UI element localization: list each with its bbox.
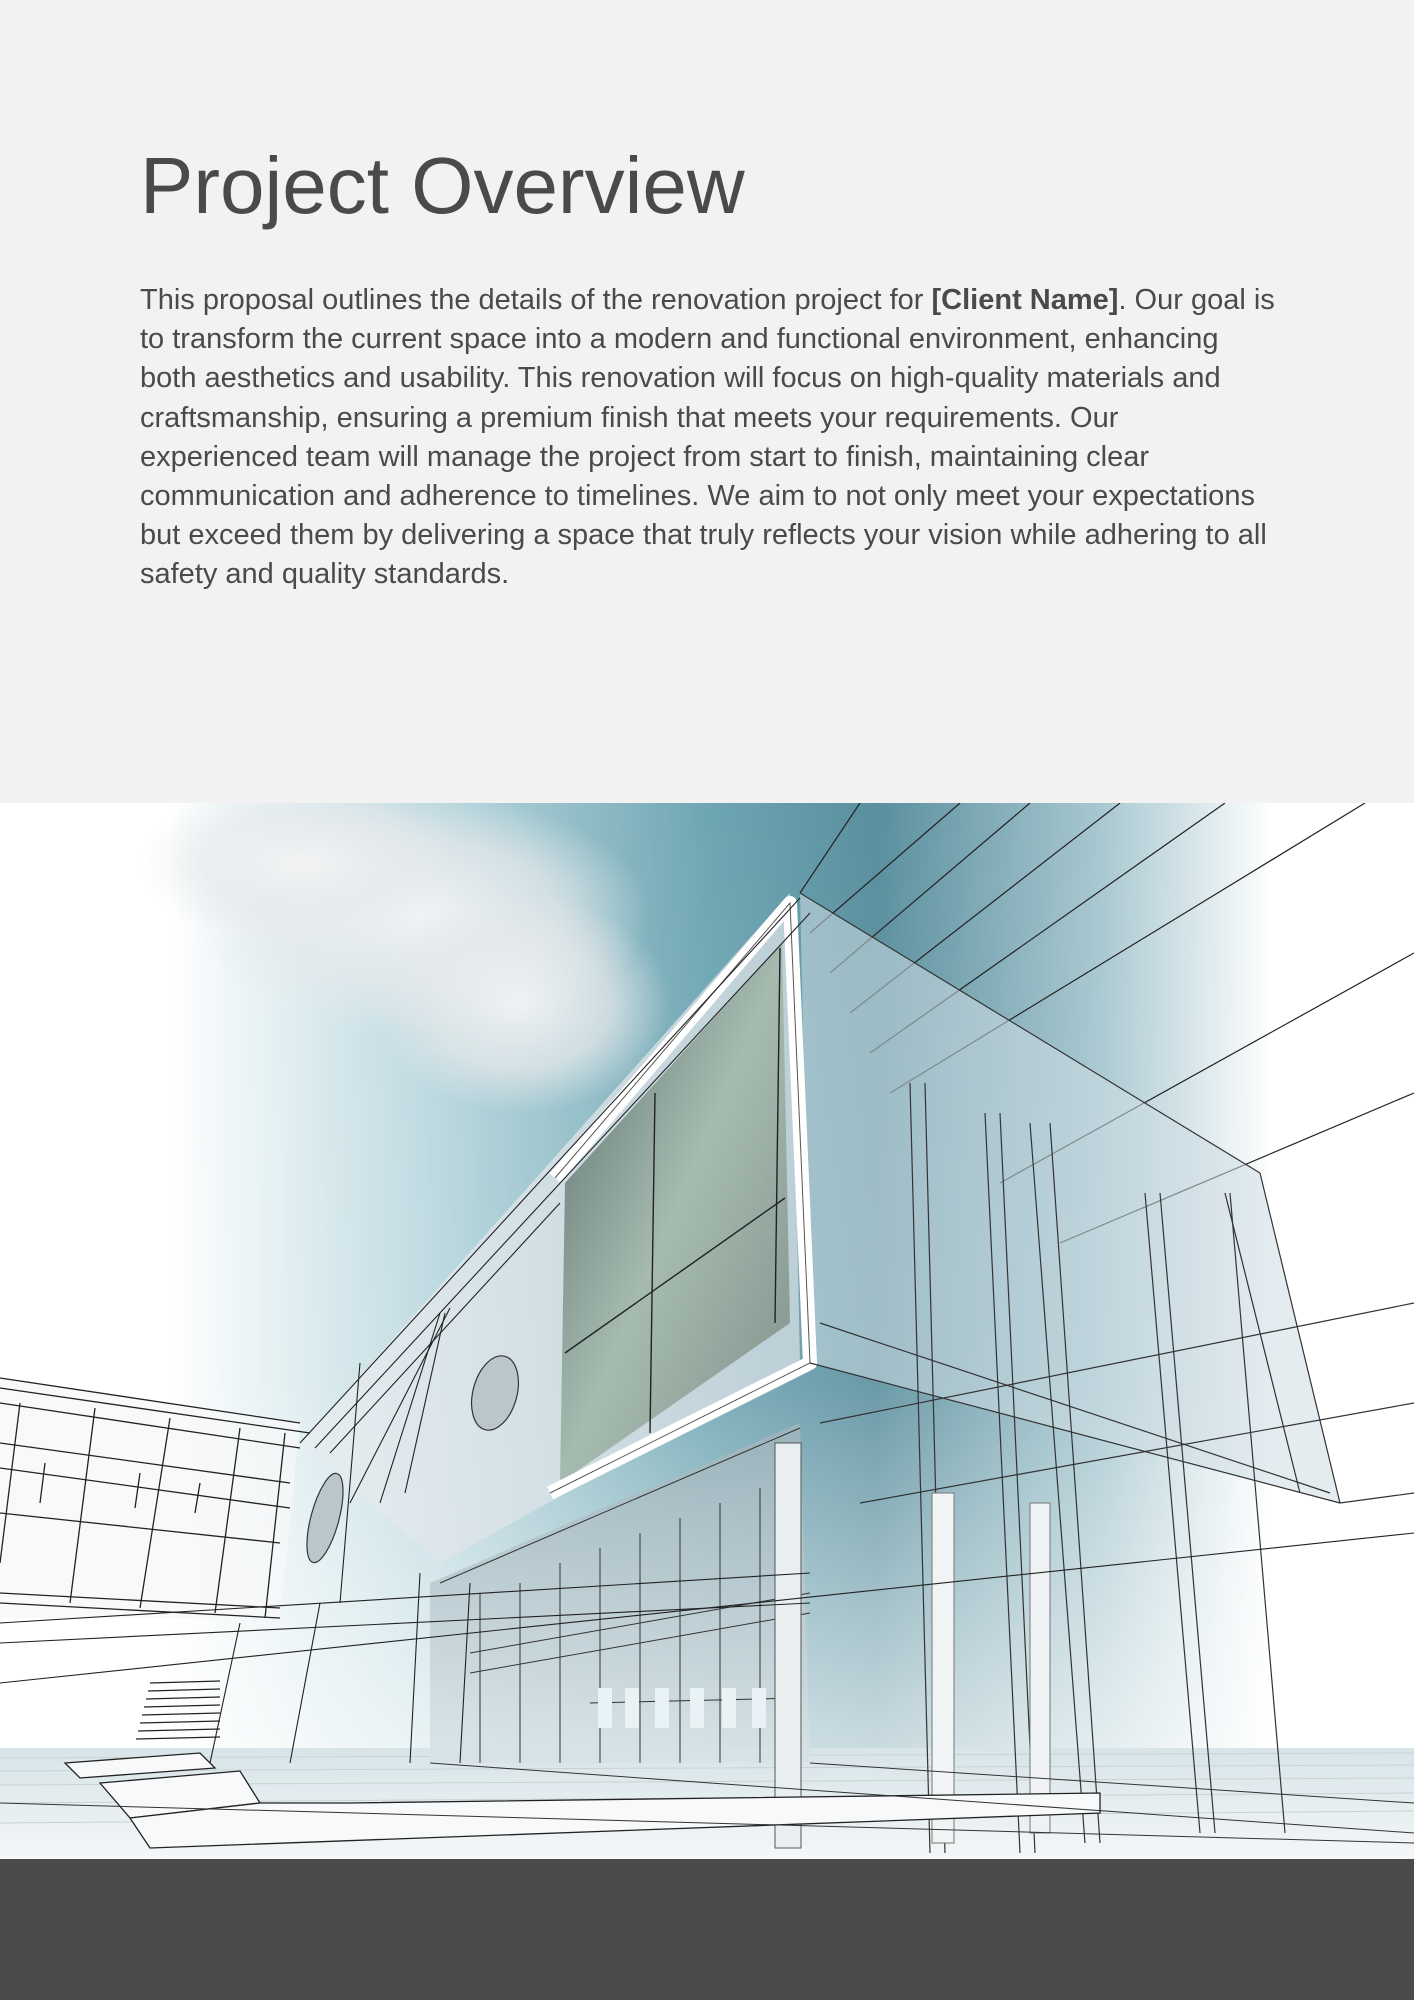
page-title: Project Overview — [140, 141, 745, 230]
overview-paragraph — [140, 281, 1280, 595]
overview-section — [0, 0, 1414, 803]
footer-bar — [0, 1859, 1414, 2000]
client-name-placeholder: [Client Name] — [931, 284, 1119, 316]
paragraph-text-end: . Our goal is to transform the current space into a modern and functional environment, enhancing both aesthetics and usability. This renovation will focus on high-quality materials and craftsmanship, ensuring a premium finish that meets your requirements. Our experienced team will manage the project from start to finish, maintaining clear communication and adherence to timelines. We aim to not only meet your expectations but exceed them by delivering a space that truly reflects your vision while adhering to all safety and quality standards. — [140, 284, 1275, 591]
architectural-sketch-image — [0, 803, 1414, 1859]
paragraph-text-start: This proposal outlines the details of the renovation project for — [140, 284, 932, 316]
